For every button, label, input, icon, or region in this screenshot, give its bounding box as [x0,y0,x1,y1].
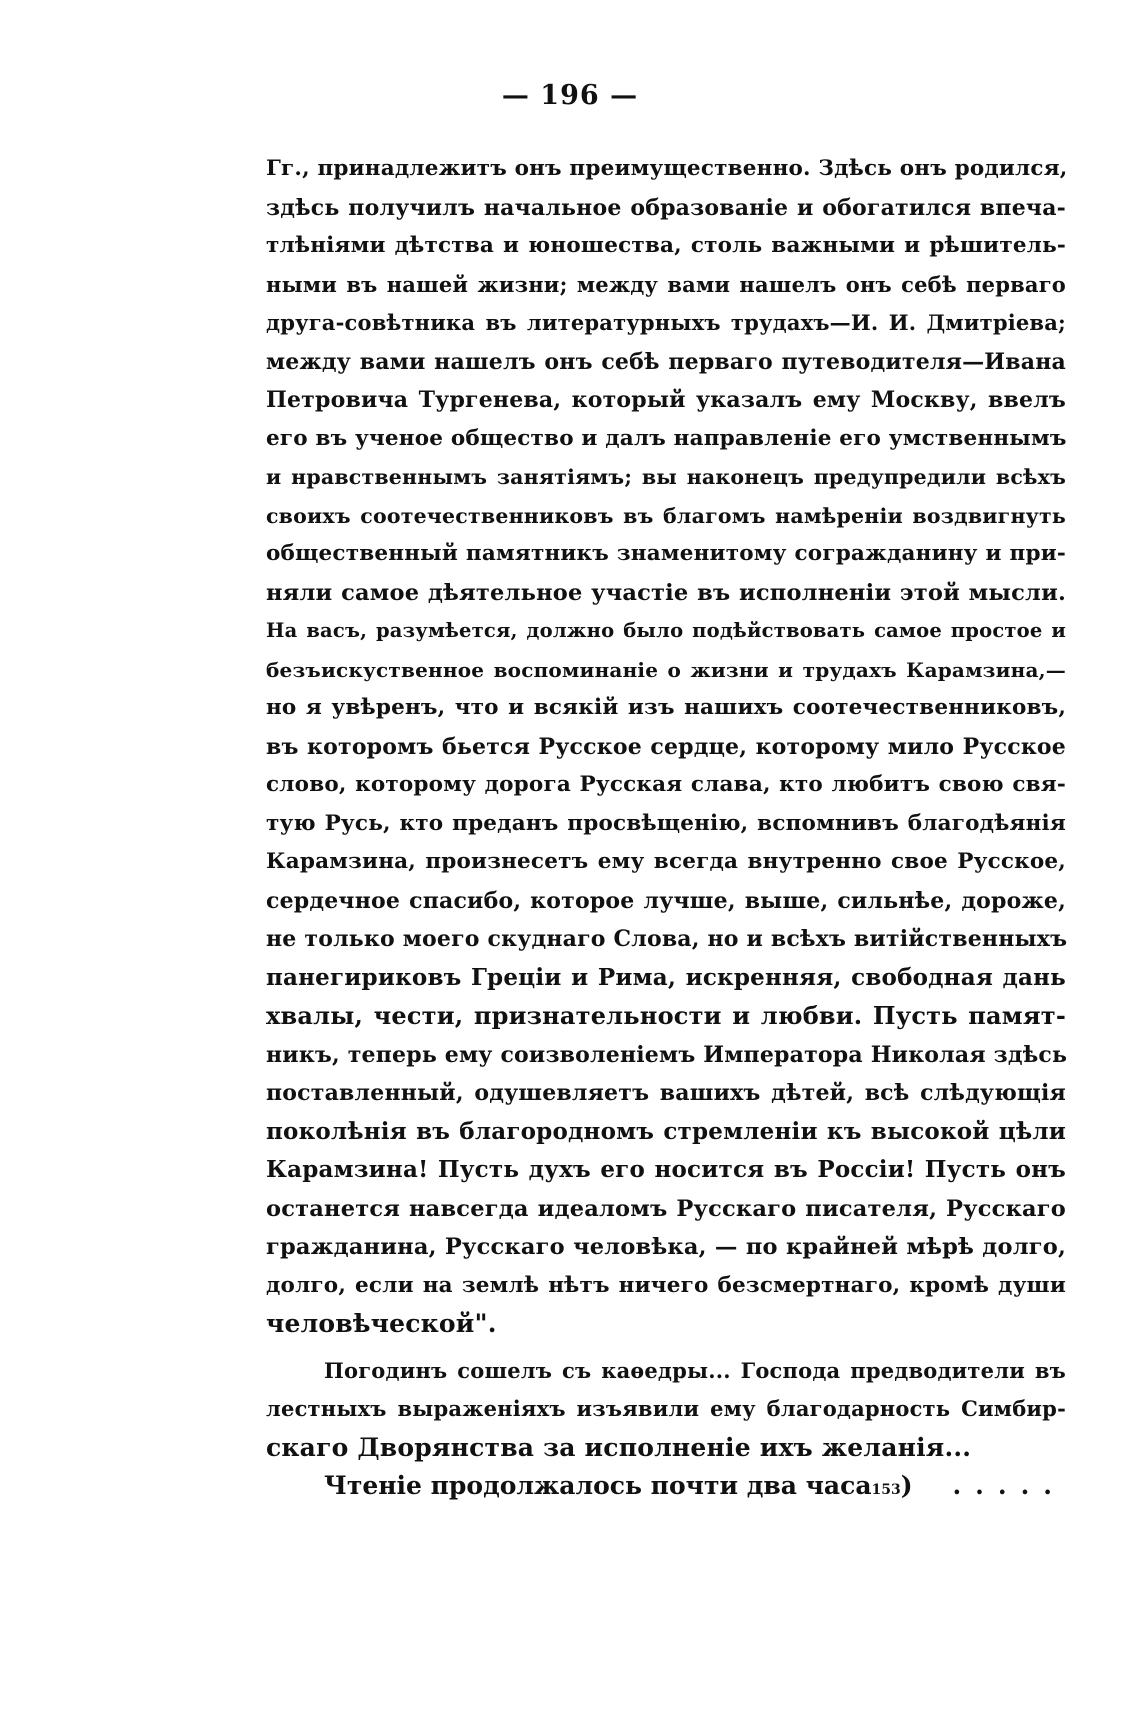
paragraph-1 [266,150,1066,1344]
closing-paren: ) [900,1471,913,1500]
final-sentence: Чтеніе продолжалось почти два часа [324,1471,872,1500]
text-line: няли самое дѣятельное участіе въ исполненіи этой мысли. [266,579,1066,606]
text-line: останется навсегда идеаломъ Русскаго писателя, Русскаго [266,1195,1066,1222]
text-line: поколѣнія въ благородномъ стремленіи къ высокой цѣли [266,1117,1066,1145]
text-line: сердечное спасибо, которое лучше, выше, сильнѣе, дороже, [266,887,1066,914]
text-line: скаго Дворянства за исполненіе ихъ желанія... [266,1432,972,1462]
text-line: своихъ соотечественниковъ въ благомъ намѣреніи воздвигнуть [266,503,1066,528]
text-line: ными въ нашей жизни; между вами нашелъ онъ себѣ перваго [266,271,1066,297]
text-line: Петровича Тургенева, который указалъ ему Москву, ввелъ [266,387,1066,413]
text-line: панегириковъ Греціи и Рима, искренняя, свободная дань [266,963,1066,991]
text-line: тую Русь, кто преданъ просвѣщенію, вспомнивъ благодѣянія [266,810,1066,836]
text-line: долго, если на землѣ нѣтъ ничего безсмертнаго, кромѣ души [266,1272,1066,1298]
text-line: общественный памятникъ знаменитому согражданину и при- [266,541,1066,566]
text-line: слово, которому дорога Русская слава, кто любитъ свою свя- [266,772,1066,797]
text-line: гражданина, Русскаго человѣка, — по крайней мѣрѣ долго, [266,1234,1066,1260]
text-line: поставленный, одушевляетъ вашихъ дѣтей, всѣ слѣдующія [266,1080,1066,1106]
text-line: Карамзина! Пусть духъ его носится въ Россіи! Пусть онъ [266,1156,1066,1183]
text-line: Карамзина, произнесетъ ему всегда внутренно свое Русское, [266,849,1066,874]
text-line: человѣческой". [266,1309,497,1338]
text-line: между вами нашелъ онъ себѣ перваго путеводителя—Ивана [266,348,1066,375]
text-line: въ которомъ бьется Русское сердце, которому мило Русское [266,733,1066,760]
body-text [266,150,1066,1506]
text-line: его въ ученое общество и далъ направленіе его умственнымъ [266,425,1067,451]
text-line: не только моего скуднаго Слова, но и всѣхъ витійственныхъ [266,926,1068,952]
text-line: На васъ, разумѣется, должно было подѣйствовать самое простое и [266,619,1066,642]
text-line: Гг., принадлежитъ онъ преимущественно. Здѣсь онъ родился, [266,156,1068,181]
text-line: тлѣніями дѣтства и юношества, столь важными и рѣшитель- [266,233,1066,258]
page-number: — 196 — [501,80,639,111]
paragraph-3: Чтеніе продолжалось почти два часа 153 ) ..... [266,1467,1066,1506]
text-line: лестныхъ выраженіяхъ изъявили ему благодарность Симбир- [266,1396,1066,1421]
text-line: хвалы, чести, признательности и любви. Пусть памят- [266,1001,1066,1030]
text-line: никъ, теперь ему соизволеніемъ Императора Николая здѣсь [266,1041,1068,1068]
text-line: и нравственнымъ занятіямъ; вы наконецъ предупредили всѣхъ [266,465,1066,489]
text-line: но я увѣренъ, что и всякій изъ нашихъ соотечественниковъ, [266,695,1066,720]
paragraph-gap [266,1344,1066,1352]
text-line: друга-совѣтника въ литературныхъ трудахъ—И. И. Дмитріева; [266,310,1066,335]
text-line: здѣсь получилъ начальное образованіе и обогатился впеча- [266,194,1066,221]
paragraph-2 [266,1352,1066,1468]
ellipsis-dots: ..... [952,1471,1066,1500]
text-line: безъискуственное воспоминаніе о жизни и трудахъ Карамзина,— [266,657,1066,682]
text-line: Погодинъ сошелъ съ каѳедры... Господа предводители въ [324,1357,1066,1383]
